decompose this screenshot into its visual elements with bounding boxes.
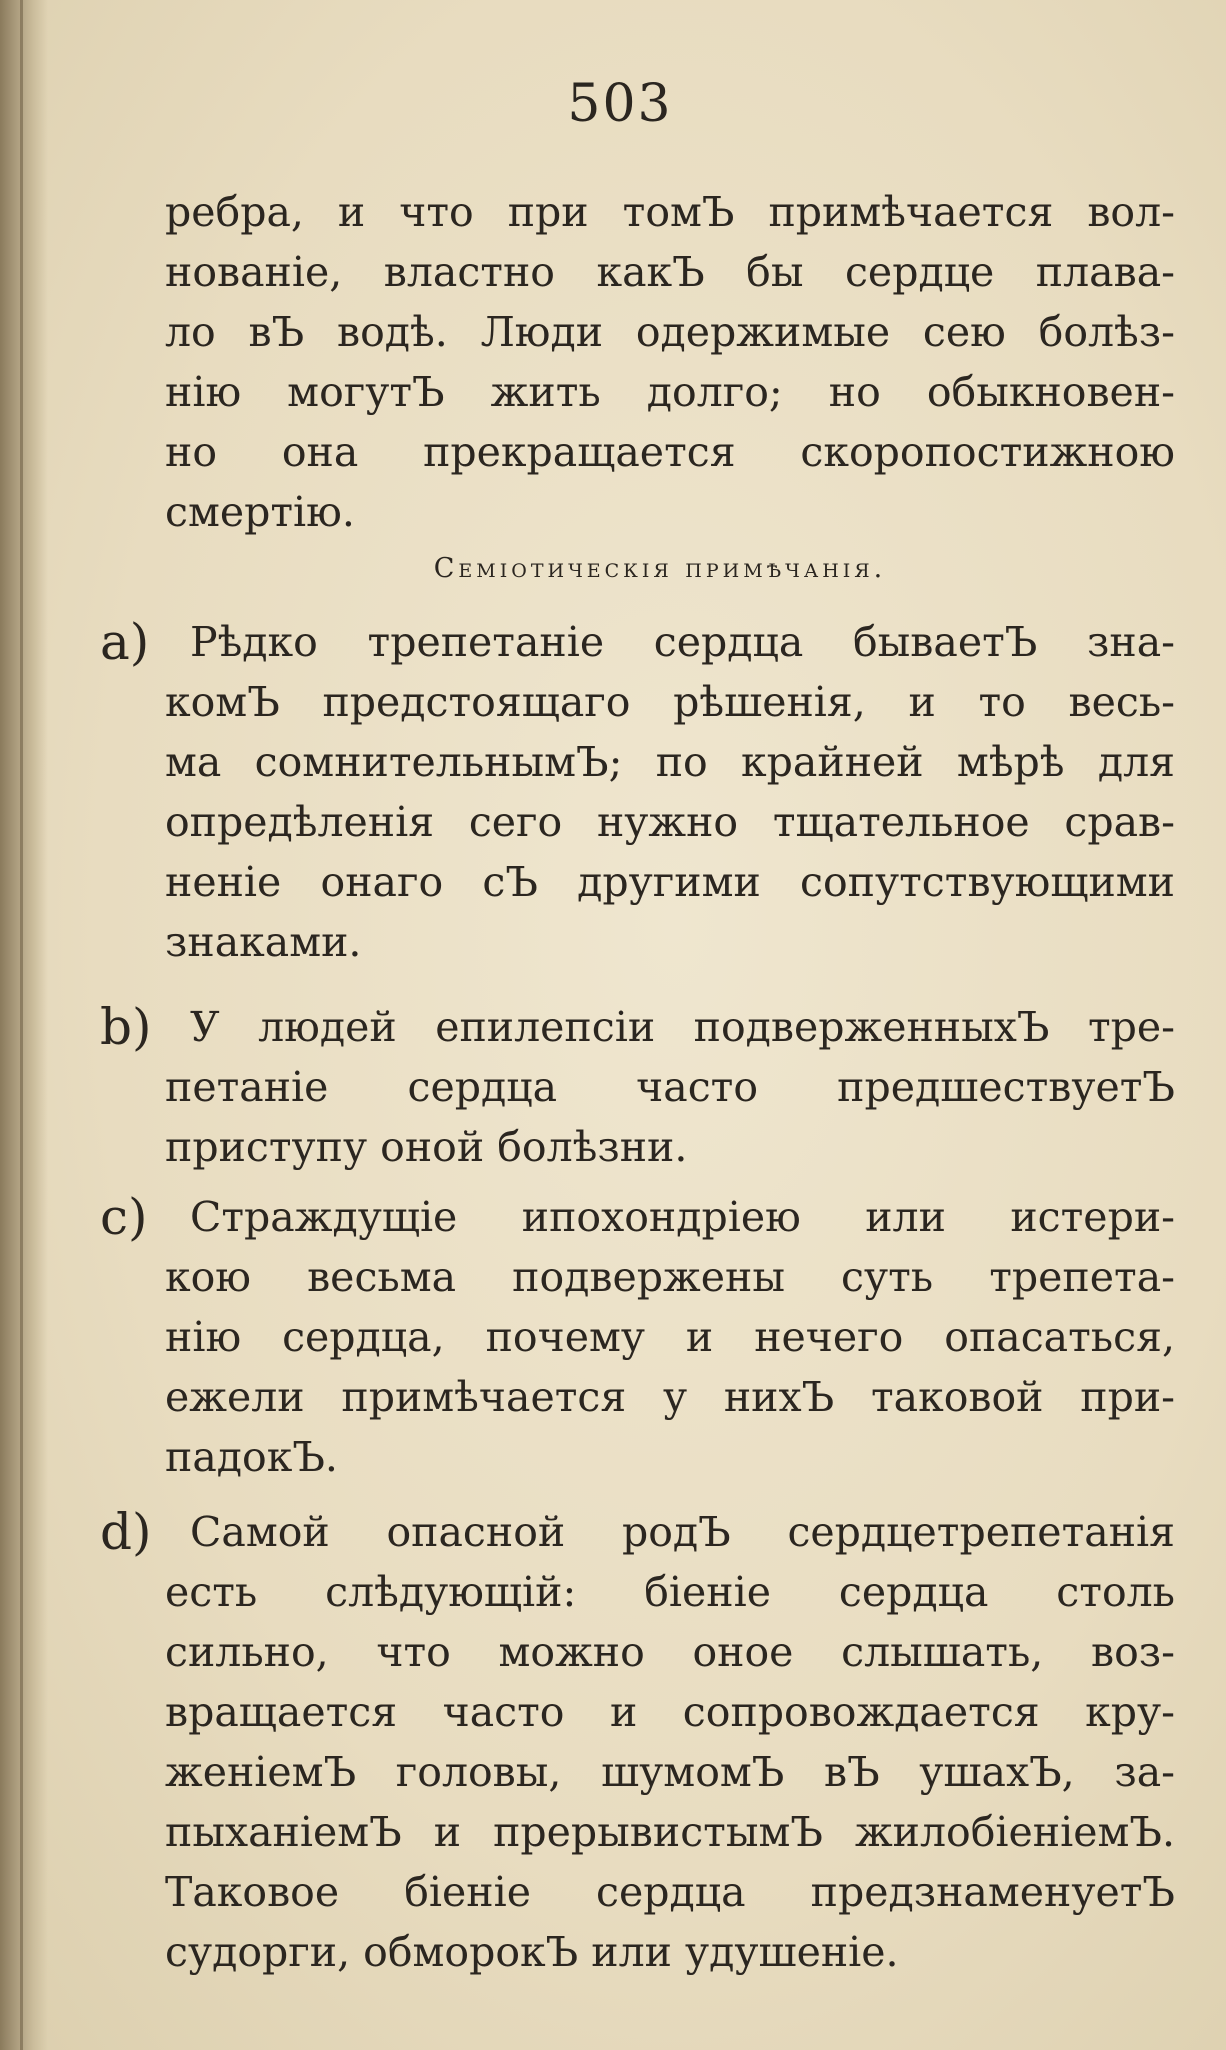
text-line: Рѣдко трепетаніе сердца бываетЪ зна- [190, 618, 1175, 666]
text-line: пыханіемЪ и прерывистымЪ жилобіеніемЪ. [165, 1808, 1175, 1856]
text-line: но она прекращается скоропостижною [165, 428, 1175, 476]
book-spine-shadow [0, 0, 48, 2050]
text-line: Таковое біеніе сердца предзнаменуетЪ [165, 1868, 1175, 1916]
text-line: приступу оной болѣзни. [165, 1123, 688, 1171]
text-line: комЪ предстоящаго рѣшенія, и то весь- [165, 678, 1175, 726]
text-line: Страждущіе ипохондріею или истери- [190, 1193, 1175, 1241]
text-line: ма сомнительнымЪ; по крайней мѣрѣ для [165, 738, 1175, 786]
text-line: ребра, и что при томЪ примѣчается вол- [165, 188, 1175, 236]
text-line: петаніе сердца часто предшествуетЪ [165, 1063, 1175, 1111]
text-line: сильно, что можно оное слышать, воз- [165, 1628, 1175, 1676]
text-line: вращается часто и сопровождается кру- [165, 1688, 1175, 1736]
note-marker: a) [100, 613, 150, 671]
text-line: судорги, обморокЪ или удушеніе. [165, 1928, 899, 1976]
text-line: есть слѣдующій: біеніе сердца столь [165, 1568, 1175, 1616]
note-marker: b) [100, 998, 152, 1056]
text-line: Самой опасной родЪ сердцетрепетанія [190, 1508, 1175, 1556]
text-line: У людей епилепсіи подверженныхЪ тре- [190, 1003, 1175, 1051]
section-heading: Семіотическія примѣчанія. [433, 553, 887, 584]
text-line: ежели примѣчается у нихЪ таковой при- [165, 1373, 1175, 1421]
note-marker: c) [100, 1188, 148, 1246]
text-line: смертію. [165, 488, 355, 536]
text-line: ло вЪ водѣ. Люди одержимые сею болѣз- [165, 308, 1175, 356]
text-line: женіемЪ головы, шумомЪ вЪ ушахЪ, за- [165, 1748, 1175, 1796]
text-line: нію сердца, почему и нечего опасаться, [165, 1313, 1175, 1361]
page-edge-line [20, 0, 23, 2050]
text-line: опредѣленія сего нужно тщательное срав- [165, 798, 1175, 846]
text-line: знаками. [165, 918, 362, 966]
text-line: кою весьма подвержены суть трепета- [165, 1253, 1175, 1301]
text-line: падокЪ. [165, 1433, 338, 1481]
text-line: нію могутЪ жить долго; но обыкновен- [165, 368, 1175, 416]
note-marker: d) [100, 1503, 152, 1561]
text-line: неніе онаго сЪ другими сопутствующими [165, 858, 1175, 906]
text-line: нованіе, властно какЪ бы сердце плава- [165, 248, 1175, 296]
page-number: 503 [567, 74, 673, 134]
